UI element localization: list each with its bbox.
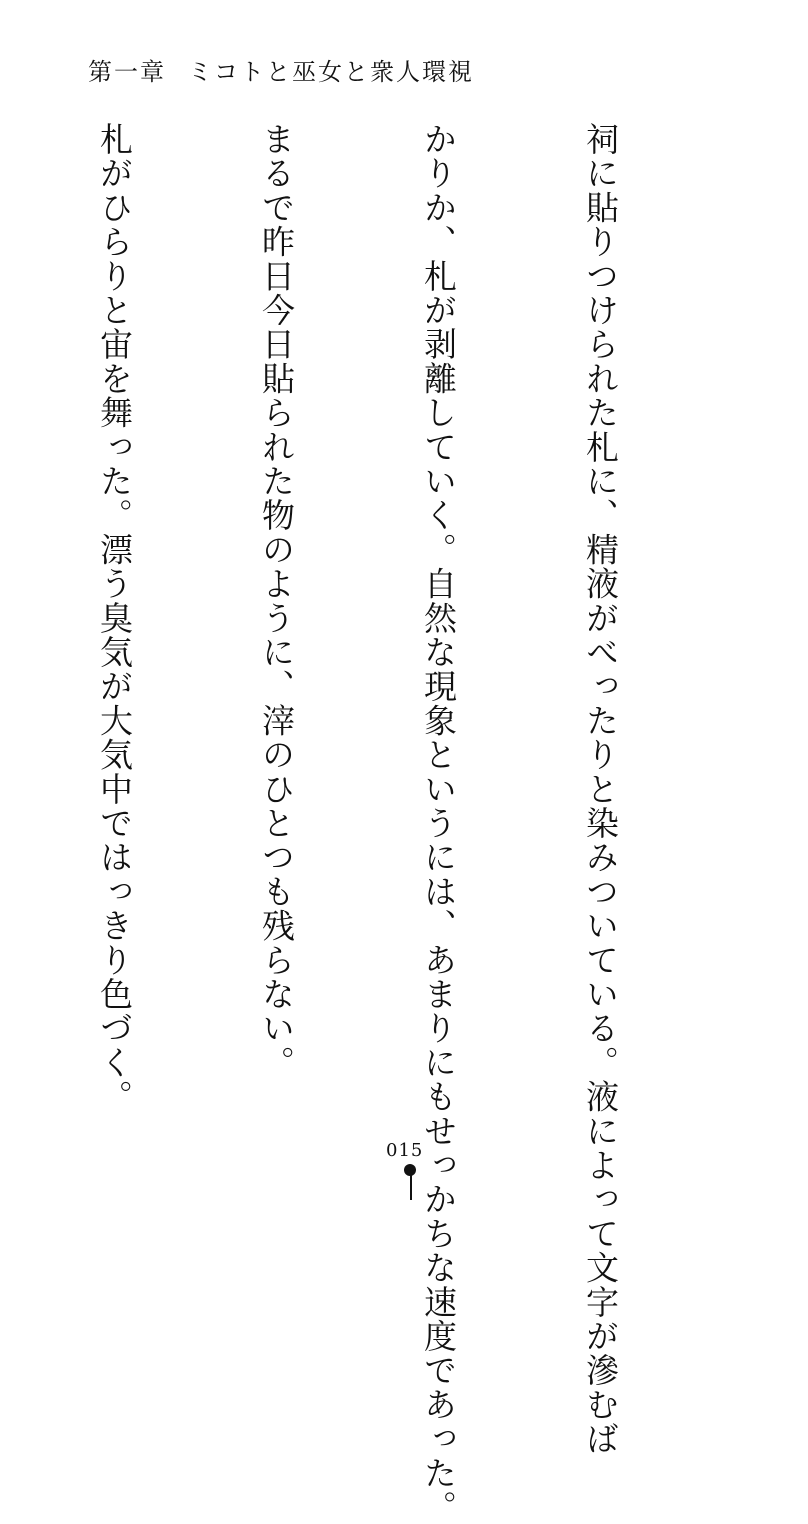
text-line: 札がひらりと宙を舞った。漂う臭気が大気中ではっきり色づく。 — [95, 122, 134, 1114]
chapter-title: ミコトと巫女と衆人環視 — [188, 58, 474, 86]
folio-line — [410, 1168, 412, 1200]
text-line: かりか、札が剥離していく。自然な現象というには、あまりにもせっかちな速度であった。 — [419, 122, 458, 1524]
text-line: まるで昨日今日貼られた物のように、滓のひとつも残らない。 — [257, 122, 296, 1080]
page-number: 015 — [386, 1140, 424, 1161]
text-line: 祠に貼りつけられた札に、精液がべったりと染みついている。液によって文字が滲むば — [581, 122, 620, 1456]
chapter-number: 第一章 — [88, 58, 166, 86]
running-head — [88, 52, 474, 87]
